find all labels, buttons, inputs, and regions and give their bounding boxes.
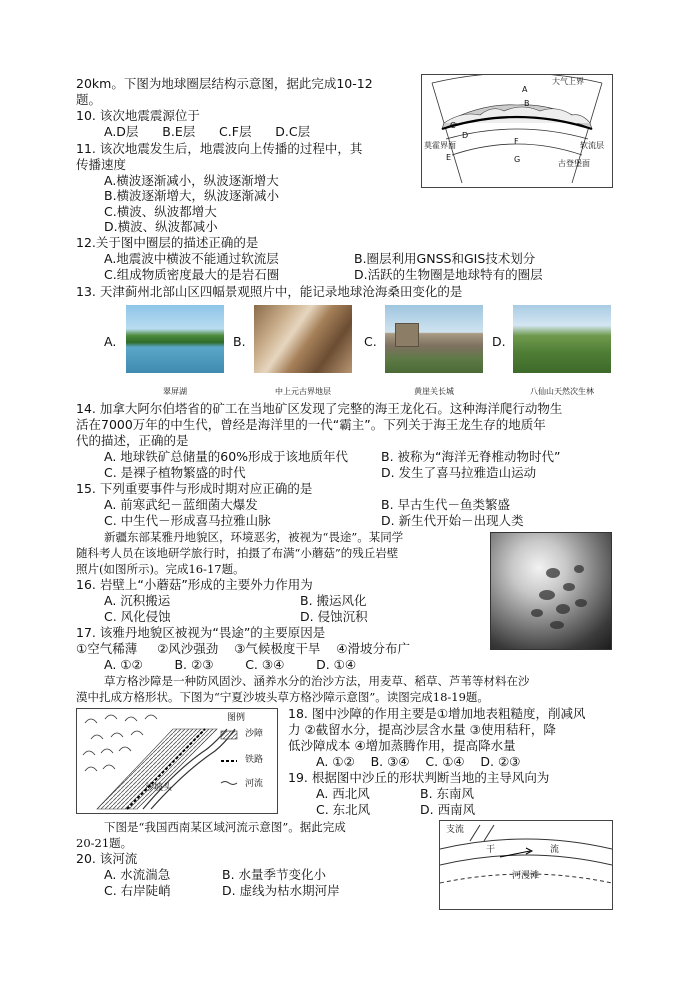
q18-stem-line2: 力 ②截留水分，提高沙层含水量 ③使用秸秆，降 <box>288 722 556 737</box>
q17-options: A. ①② B. ②③ C. ③④ D. ①④ <box>104 657 357 672</box>
q15-stem: 15. 下列重要事件与形成时期对应正确的是 <box>76 481 313 496</box>
label-asthenosphere: 软流层 <box>580 141 604 150</box>
q11-option-a: A.横波逐渐减小，纵波逐渐增大 <box>104 173 279 188</box>
q11-option-c: C.横波、纵波都增大 <box>104 204 217 219</box>
label-main-1: 干 <box>486 845 496 855</box>
q15-option-b: B. 早古生代－鱼类繁盛 <box>381 497 511 512</box>
q11-stem-line2: 传播速度 <box>76 157 127 172</box>
intro-18-19-line1: 草方格沙障是一种防风固沙、涵养水分的治沙方法，用麦草、稻草、芦苇等材料在沙 <box>104 674 530 688</box>
intro-10-12-line1: 20km。下图为地球圈层结构示意图，据此完成10-12 <box>76 76 373 91</box>
label-b: B <box>524 99 530 108</box>
q11-option-b: B.横波逐渐增大，纵波逐渐减小 <box>104 188 280 203</box>
q10-options: A.D层 B.E层 C.F层 D.C层 <box>104 124 311 139</box>
intro-16-17-line3: 照片(如图所示)。完成16-17题。 <box>76 562 245 576</box>
q18-stem-line1: 18. 图中沙障的作用主要是①增加地表粗糙度，削减风 <box>288 706 586 721</box>
q14-stem-line3: 代的描述，正确的是 <box>76 433 189 448</box>
intro-16-17-line2: 随科考人员在该地研学旅行时，拍摄了布满“小蘑菇”的残丘岩壁 <box>76 546 399 560</box>
q13-caption-b: 中上元古界地层 <box>275 387 331 396</box>
q13-label-a: A. <box>104 334 117 349</box>
q14-stem-line1: 14. 加拿大阿尔伯塔省的矿工在当地矿区发现了完整的海王龙化石。这种海洋爬行动物生 <box>76 401 563 416</box>
label-d: D <box>462 131 469 140</box>
label-atmosphere-top: 大气上界 <box>552 77 584 86</box>
label-floodplain: 河漫滩 <box>512 871 540 881</box>
legend-title: 图例 <box>227 713 246 723</box>
legend-river: 河流 <box>245 779 264 789</box>
label-moho: 莫霍界面 <box>424 141 456 150</box>
intro-18-19-line2: 漠中扎成方格形状。下图为“宁夏沙坡头草方格沙障示意图”。读图完成18-19题。 <box>76 690 489 704</box>
q15-option-d: D. 新生代开始－出现人类 <box>381 513 524 528</box>
q13-caption-c: 黄崖关长城 <box>414 387 454 396</box>
q14-option-d: D. 发生了喜马拉雅造山运动 <box>381 465 537 480</box>
label-shapotou: 沙坡头 <box>145 783 173 793</box>
q14-stem-line2: 活在7000万年的中生代，曾经是海洋里的一代“霸主”。下列关于海王龙生存的地质年 <box>76 417 546 432</box>
q10-stem: 10. 该次地震震源位于 <box>76 108 200 123</box>
q12-option-a: A.地震波中横波不能通过软流层 <box>104 251 279 266</box>
q13-label-d: D. <box>492 334 506 349</box>
q14-option-a: A. 地球铁矿总储量的60%形成于该地质年代 <box>104 449 349 464</box>
sand-barrier-figure <box>76 708 278 814</box>
label-e: E <box>446 153 452 162</box>
intro-10-12-line2: 题。 <box>76 92 102 107</box>
q12-stem: 12.关于图中圈层的描述正确的是 <box>76 235 259 250</box>
q20-option-b: B. 水量季节变化小 <box>222 867 327 882</box>
q20-stem: 20. 该河流 <box>76 851 138 866</box>
q15-option-a: A. 前寒武纪－蓝细菌大爆发 <box>104 497 258 512</box>
river-diagram <box>440 821 612 909</box>
q18-options: A. ①② B. ③④ C. ①④ D. ②③ <box>316 754 521 769</box>
q19-stem: 19. 根据图中沙丘的形状判断当地的主导风向为 <box>288 770 550 785</box>
q13-caption-a: 翠屏湖 <box>163 387 187 396</box>
q19-option-b: B. 东南风 <box>420 786 475 801</box>
q13-label-b: B. <box>233 334 246 349</box>
q11-option-d: D.横波、纵波都减小 <box>104 219 218 234</box>
q14-option-c: C. 是裸子植物繁盛的时代 <box>104 465 246 480</box>
earth-layer-figure <box>421 74 613 188</box>
q19-option-c: C. 东北风 <box>316 802 371 817</box>
q17-items: ①空气稀薄 ②风沙强劲 ③气候极度干旱 ④滑坡分布广 <box>76 641 410 656</box>
q19-option-d: D. 西南风 <box>420 802 476 817</box>
label-gutenberg: 古登堡面 <box>558 159 590 168</box>
mushroom-rock-texture <box>491 533 611 649</box>
q19-option-a: A. 西北风 <box>316 786 370 801</box>
q13-caption-d: 八仙山天然次生林 <box>530 387 594 396</box>
legend-sand-barrier: 沙障 <box>245 729 264 739</box>
q20-option-a: A. 水流湍急 <box>104 867 171 882</box>
q16-option-d: D. 侵蚀沉积 <box>300 609 368 624</box>
photo-yardang-wall <box>490 532 612 650</box>
q11-stem-line1: 11. 该次地震发生后，地震波向上传播的过程中，其 <box>76 141 363 156</box>
label-f: F <box>514 137 519 146</box>
label-main-2: 流 <box>550 845 560 855</box>
legend-railway: 铁路 <box>245 755 264 765</box>
intro-16-17-line1: 新疆东部某雅丹地貌区，环境恶劣，被视为“畏途”。某同学 <box>104 530 404 544</box>
label-a: A <box>522 85 528 94</box>
q20-option-d: D. 虚线为枯水期河岸 <box>222 883 340 898</box>
earth-layer-diagram <box>422 75 612 187</box>
q17-stem: 17. 该雅丹地貌区被视为“畏途”的主要原因是 <box>76 625 326 640</box>
intro-20-21-line2: 20-21题。 <box>76 836 133 850</box>
intro-20-21-line1: 下图是“我国西南某区域河流示意图”。据此完成 <box>104 820 346 834</box>
q16-option-b: B. 搬运风化 <box>300 593 367 608</box>
watchtower-shape <box>395 323 419 347</box>
q12-option-b: B.圈层利用GNSS和GIS技术划分 <box>354 251 536 266</box>
photo-strata <box>254 305 352 373</box>
q13-stem: 13. 天津蓟州北部山区四幅景观照片中，能记录地球沧海桑田变化的是 <box>76 284 463 299</box>
q12-option-c: C.组成物质密度最大的是岩石圈 <box>104 267 280 282</box>
q12-option-d: D.活跃的生物圈是地球特有的圈层 <box>354 267 543 282</box>
q16-option-a: A. 沉积搬运 <box>104 593 171 608</box>
q13-label-c: C. <box>364 334 377 349</box>
q20-option-c: C. 右岸陡峭 <box>104 883 171 898</box>
q16-stem: 16. 岩壁上“小蘑菇”形成的主要外力作用为 <box>76 577 313 592</box>
label-g: G <box>514 155 521 164</box>
label-c: C <box>450 121 456 130</box>
river-figure <box>439 820 613 910</box>
q16-option-c: C. 风化侵蚀 <box>104 609 171 624</box>
photo-great-wall <box>385 305 483 373</box>
label-tributary: 支流 <box>446 825 465 835</box>
photo-forest <box>513 305 611 373</box>
q18-stem-line3: 低沙障成本 ④增加蒸腾作用，提高降水量 <box>288 738 516 753</box>
q15-option-c: C. 中生代－形成喜马拉雅山脉 <box>104 513 271 528</box>
photo-cuiping-lake <box>126 305 224 373</box>
q14-option-b: B. 被称为“海洋无脊椎动物时代” <box>381 449 561 464</box>
